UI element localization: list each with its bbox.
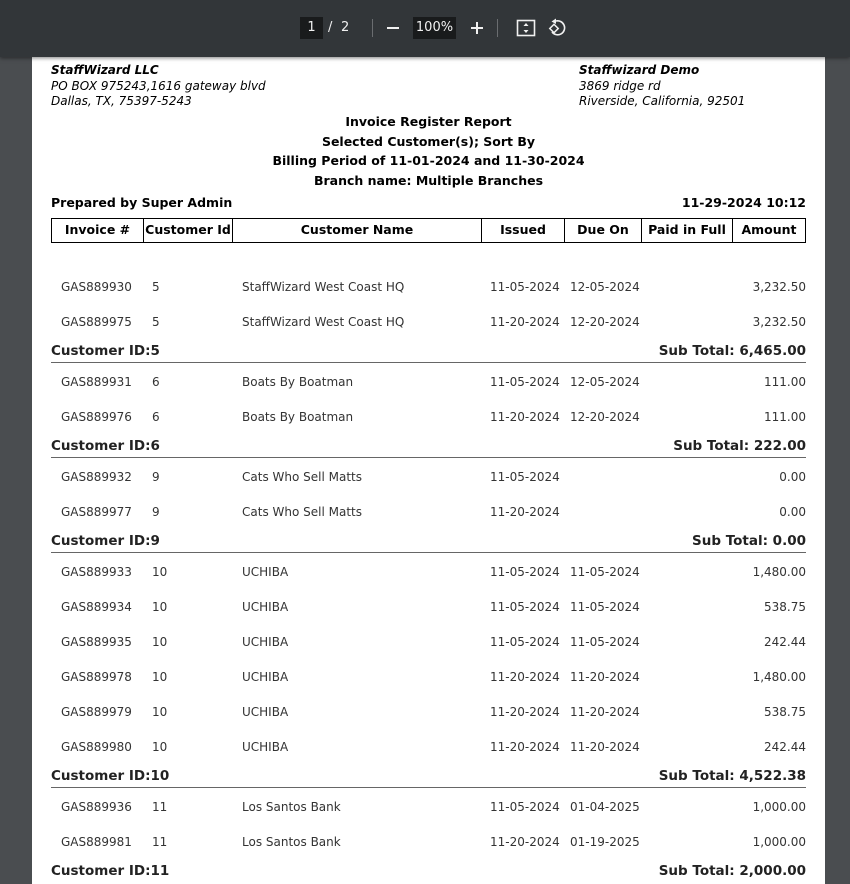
cell-customer-id: 10 [152, 740, 168, 754]
group-subtotal: Sub Total: 2,000.00 [658, 863, 806, 879]
cell-customer-name: Cats Who Sell Matts [242, 470, 362, 484]
cell-invoice: GAS889979 [61, 705, 132, 719]
report-title-block [32, 112, 825, 190]
cell-customer-id: 10 [152, 600, 168, 614]
pdf-page [32, 57, 825, 884]
client-address [579, 63, 745, 110]
cell-customer-id: 10 [152, 670, 168, 684]
group-subtotal-row [51, 436, 806, 458]
cell-customer-id: 11 [152, 835, 168, 849]
cell-invoice: GAS889976 [61, 410, 132, 424]
table-row [51, 832, 806, 852]
table-row [51, 372, 806, 392]
cell-customer-name: UCHIBA [242, 740, 289, 754]
prepared-by: Prepared by Super Admin [51, 195, 233, 210]
rotate-button[interactable] [547, 16, 569, 40]
cell-customer-name: UCHIBA [242, 670, 289, 684]
cell-customer-id: 10 [152, 705, 168, 719]
cell-due-on: 12-20-2024 [570, 315, 640, 329]
group-label: Customer ID:5 [51, 343, 160, 359]
cell-due-on: 01-19-2025 [570, 835, 640, 849]
page-total: 2 [341, 20, 350, 35]
client-address-line2: Riverside, California, 92501 [579, 94, 746, 108]
table-header [51, 218, 806, 243]
fit-page-icon [516, 19, 536, 37]
column-header-issued: Issued [482, 219, 565, 242]
cell-amount: 111.00 [764, 375, 806, 389]
table-row [51, 407, 806, 427]
cell-invoice: GAS889930 [61, 280, 132, 294]
cell-customer-id: 5 [152, 280, 160, 294]
column-header-amount: Amount [741, 222, 797, 237]
group-subtotal: Sub Total: 222.00 [673, 438, 806, 454]
zoom-level-input[interactable]: 100% [413, 17, 456, 39]
cell-issued: 11-20-2024 [490, 705, 560, 719]
table-row [51, 737, 806, 757]
column-header-paid-in-full: Paid in Full [642, 219, 733, 242]
cell-amount: 538.75 [764, 705, 806, 719]
cell-customer-id: 6 [152, 375, 160, 389]
cell-due-on: 12-05-2024 [570, 280, 640, 294]
cell-customer-name: Los Santos Bank [242, 835, 341, 849]
cell-due-on: 12-05-2024 [570, 375, 640, 389]
cell-customer-id: 9 [152, 470, 160, 484]
report-title: Invoice Register Report [345, 114, 512, 129]
cell-invoice: GAS889931 [61, 375, 132, 389]
cell-amount: 242.44 [764, 635, 806, 649]
cell-due-on: 11-05-2024 [570, 565, 640, 579]
cell-amount: 242.44 [764, 740, 806, 754]
cell-customer-name: Boats By Boatman [242, 375, 354, 389]
cell-invoice: GAS889934 [61, 600, 132, 614]
toolbar-divider [497, 19, 498, 37]
cell-issued: 11-05-2024 [490, 470, 560, 484]
cell-issued: 11-05-2024 [490, 600, 560, 614]
table-row [51, 562, 806, 582]
cell-invoice: GAS889978 [61, 670, 132, 684]
cell-issued: 11-20-2024 [490, 670, 560, 684]
cell-customer-id: 10 [152, 565, 168, 579]
cell-invoice: GAS889933 [61, 565, 132, 579]
cell-due-on: 11-20-2024 [570, 740, 640, 754]
cell-issued: 11-05-2024 [490, 280, 560, 294]
group-subtotal-row [51, 861, 806, 883]
cell-issued: 11-05-2024 [490, 375, 560, 389]
table-row [51, 467, 806, 487]
cell-amount: 1,480.00 [752, 565, 806, 579]
pdf-viewer-toolbar [0, 0, 850, 57]
cell-amount: 3,232.50 [752, 280, 806, 294]
table-row [51, 277, 806, 297]
client-address-line1: 3869 ridge rd [579, 78, 661, 93]
cell-customer-name: Cats Who Sell Matts [242, 505, 362, 519]
cell-issued: 11-20-2024 [490, 835, 560, 849]
company-address [51, 63, 266, 110]
cell-customer-id: 5 [152, 315, 160, 329]
zoom-in-icon [470, 21, 484, 35]
cell-invoice: GAS889981 [61, 835, 132, 849]
cell-amount: 1,480.00 [752, 670, 806, 684]
viewer-background [0, 57, 32, 884]
column-header-due-on: Due On [565, 219, 642, 242]
column-header-customer-id: Customer Id [144, 219, 233, 242]
report-timestamp: 11-29-2024 10:12 [681, 195, 806, 210]
cell-customer-id: 11 [152, 800, 168, 814]
cell-invoice: GAS889980 [61, 740, 132, 754]
cell-amount: 538.75 [764, 600, 806, 614]
group-subtotal: Sub Total: 6,465.00 [658, 343, 806, 359]
cell-amount: 3,232.50 [752, 315, 806, 329]
cell-issued: 11-05-2024 [490, 800, 560, 814]
cell-invoice: GAS889932 [61, 470, 132, 484]
cell-due-on: 11-20-2024 [570, 705, 640, 719]
cell-due-on: 11-05-2024 [570, 635, 640, 649]
cell-customer-name: Los Santos Bank [242, 800, 341, 814]
table-row [51, 632, 806, 652]
cell-issued: 11-20-2024 [490, 505, 560, 519]
cell-issued: 11-05-2024 [490, 565, 560, 579]
zoom-in-button[interactable] [466, 16, 488, 40]
cell-issued: 11-20-2024 [490, 315, 560, 329]
table-row [51, 702, 806, 722]
viewer-scrollbar-area[interactable] [825, 57, 850, 884]
zoom-out-icon [386, 21, 400, 35]
table-row [51, 667, 806, 687]
group-subtotal-row [51, 341, 806, 363]
cell-due-on: 11-20-2024 [570, 670, 640, 684]
group-subtotal-row [51, 531, 806, 553]
report-selection: Selected Customer(s); Sort By [321, 133, 536, 149]
fit-page-button[interactable] [515, 16, 537, 40]
company-address-line1: PO BOX 975243,1616 gateway blvd [51, 78, 266, 93]
cell-invoice: GAS889936 [61, 800, 132, 814]
zoom-out-button[interactable] [382, 16, 404, 40]
cell-customer-id: 9 [152, 505, 160, 519]
cell-issued: 11-05-2024 [490, 635, 560, 649]
cell-amount: 0.00 [779, 470, 806, 484]
group-subtotal: Sub Total: 4,522.38 [658, 768, 806, 784]
cell-customer-name: UCHIBA [242, 600, 289, 614]
cell-amount: 1,000.00 [752, 800, 806, 814]
company-address-line2: Dallas, TX, 75397-5243 [51, 94, 192, 108]
cell-due-on: 12-20-2024 [570, 410, 640, 424]
report-branch: Branch name: Multiple Branches [313, 172, 544, 188]
toolbar-divider [372, 19, 373, 37]
group-label: Customer ID:9 [51, 533, 160, 549]
cell-invoice: GAS889975 [61, 315, 132, 329]
cell-customer-name: UCHIBA [242, 635, 289, 649]
cell-amount: 111.00 [764, 410, 806, 424]
cell-customer-name: Boats By Boatman [242, 410, 354, 424]
cell-amount: 1,000.00 [752, 835, 806, 849]
table-row [51, 797, 806, 817]
column-header-invoice: Invoice # [52, 219, 144, 242]
group-label: Customer ID:6 [51, 438, 160, 454]
table-row [51, 312, 806, 332]
page-separator: / [328, 20, 333, 35]
table-row [51, 597, 806, 617]
group-label: Customer ID:10 [51, 768, 170, 784]
group-subtotal: Sub Total: 0.00 [692, 533, 806, 549]
group-label: Customer ID:11 [51, 863, 170, 879]
cell-due-on: 11-05-2024 [570, 600, 640, 614]
cell-issued: 11-20-2024 [490, 410, 560, 424]
cell-customer-name: UCHIBA [242, 705, 289, 719]
cell-customer-name: StaffWizard West Coast HQ [242, 280, 405, 294]
client-name: Staffwizard Demo [579, 63, 700, 77]
cell-customer-id: 10 [152, 635, 168, 649]
cell-issued: 11-20-2024 [490, 740, 560, 754]
page-number-input[interactable]: 1 [300, 17, 323, 39]
cell-invoice: GAS889935 [61, 635, 132, 649]
cell-invoice: GAS889977 [61, 505, 132, 519]
report-billing-period: Billing Period of 11-01-2024 and 11-30-2024 [272, 153, 585, 168]
cell-customer-id: 6 [152, 410, 160, 424]
rotate-icon [548, 18, 568, 38]
group-subtotal-row [51, 766, 806, 788]
cell-amount: 0.00 [779, 505, 806, 519]
table-row [51, 502, 806, 522]
column-header-customer-name: Customer Name [233, 219, 482, 242]
cell-customer-name: StaffWizard West Coast HQ [242, 315, 405, 329]
cell-due-on: 01-04-2025 [570, 800, 640, 814]
cell-customer-name: UCHIBA [242, 565, 289, 579]
company-name: StaffWizard LLC [51, 63, 159, 77]
